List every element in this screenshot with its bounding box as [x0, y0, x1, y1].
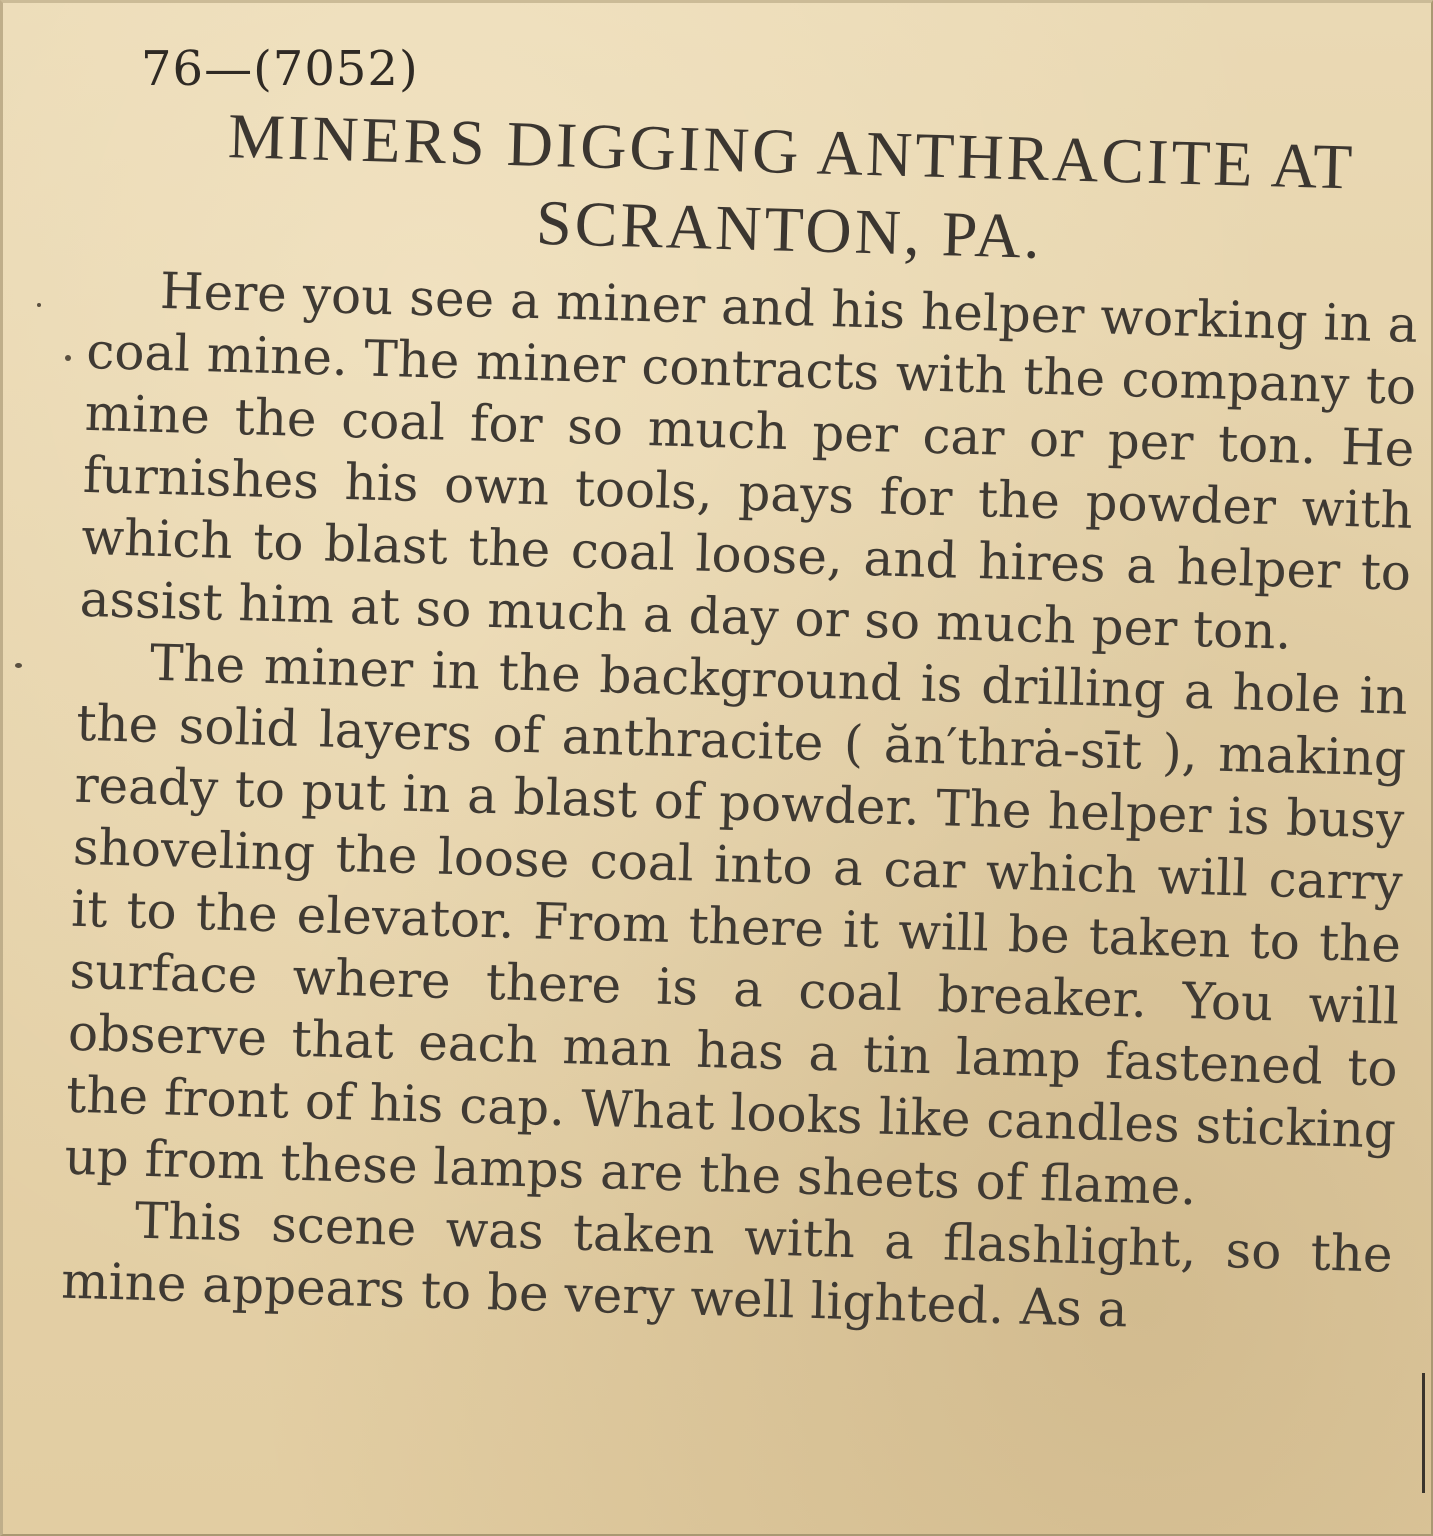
- print-edge-mark: [1422, 1373, 1425, 1493]
- card-title: MINERS DIGGING ANTHRACITE AT SCRANTON, PA.: [227, 100, 1357, 272]
- paper-speck: [65, 355, 71, 361]
- paragraph-3: This scene was taken with a flashlight, so the mine appears to be very well lighted. As a: [60, 1191, 1394, 1339]
- paragraph-2: The miner in the background is drilling a hole in the solid layers of anthracite ( ăn′thrȧ-sīt ), making ready to put in a blast of powder. The helper is busy shoveling the loose coal into a car which will carry it to the elevator. From there it will be taken to the surface where there is a coal breaker. You will observe that each man has a tin lamp fastened to the front of his cap. What looks like candles sticking up from these lamps are the sheets of flame.: [63, 633, 1409, 1217]
- paper-speck: [37, 303, 41, 307]
- paper-speck: [15, 663, 22, 668]
- paragraph-1: Here you see a miner and his helper working in a coal mine. The miner contracts with the company to mine the coal for so much per car or per ton. He furnishes his own tools, pays for the powder with which to blast the coal loose, and hires a helper to assist him at so much a day or so much per ton.: [78, 261, 1419, 661]
- card-number: 76—(7052): [141, 41, 419, 97]
- card-body: [60, 258, 1418, 1348]
